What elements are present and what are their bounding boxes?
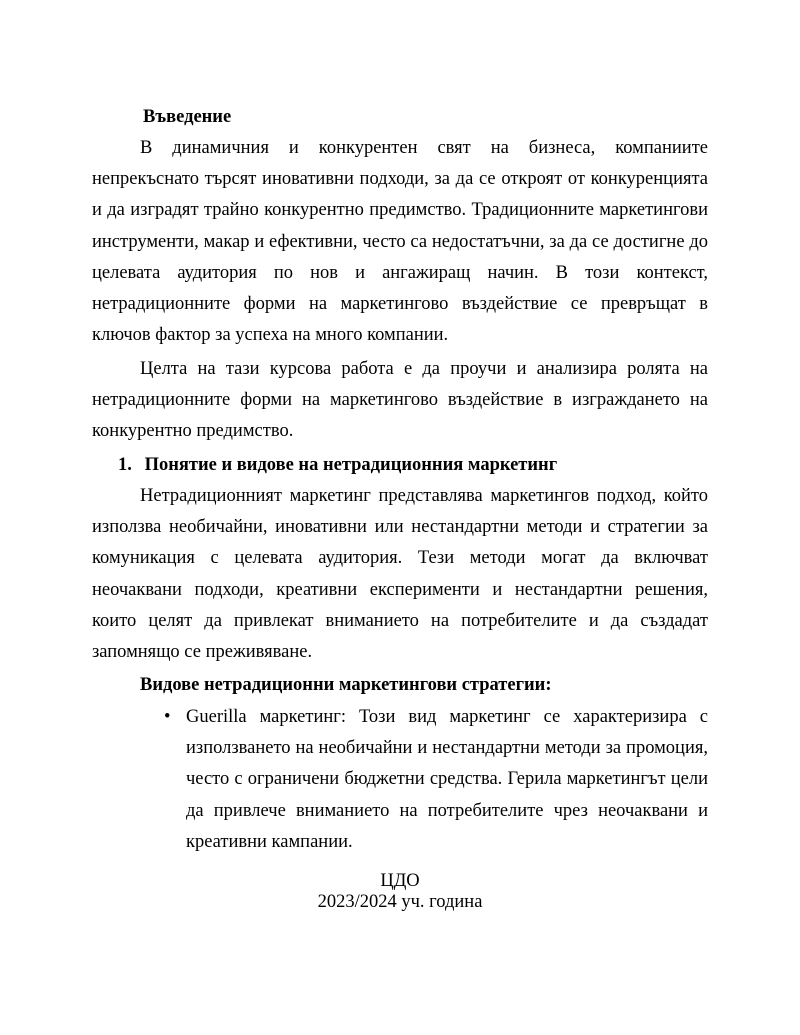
section-1-title: Понятие и видове на нетрадиционния маркетинг bbox=[144, 455, 558, 475]
intro-paragraph-1: В динамичния и конкурентен свят на бизнеса, компаниите непрекъснато търсят иновативни подходи, за да се откроят от конкуренцията и да изградят трайно конкурентно предимство. Традиционните маркетингови инструменти, макар и ефективни, често са недостатъчни, за да се достигне до целевата аудитория по нов и ангажиращ начин. В този контекст, нетрадиционните форми на маркетингово въздействие се превръщат в ключов фактор за успеха на много компании. bbox=[92, 138, 708, 346]
section-1-paragraph: Нетрадиционният маркетинг представлява маркетингов подход, който използва необичайни, иновативни или нестандартни методи и стратегии за комуникация с целевата аудитория. Тези методи могат да включват неочаквани подходи, креативни експерименти и нестандартни решения, които целят да привлекат вниманието на потребителите и да създадат запомнящо се преживяване. bbox=[92, 486, 708, 663]
bullet-dot-icon: • bbox=[164, 707, 171, 727]
list-item: Guerilla маркетинг: Този вид маркетинг се характеризира с използването на необичайни и нестандартни методи за промоция, често с ограничени бюджетни средства. Герила маркетингът цели да привлече вниманието на потребителите чрез неочаквани и креативни кампании. bbox=[186, 707, 708, 852]
section-1-heading bbox=[118, 450, 557, 481]
intro-paragraph-2: Целта на тази курсова работа е да проучи и анализира ролята на нетрадиционните форми на маркетингово въздействие в изграждането на конкурентно предимство. bbox=[92, 359, 708, 442]
footer-academic-year: 2023/2024 уч. година bbox=[317, 892, 483, 912]
section-1-subheading: Видове нетрадиционни маркетингови стратегии: bbox=[140, 675, 552, 695]
footer-institution: ЦДО bbox=[380, 871, 420, 891]
intro-heading: Въведение bbox=[143, 107, 232, 127]
section-1-number: 1. bbox=[118, 455, 132, 475]
